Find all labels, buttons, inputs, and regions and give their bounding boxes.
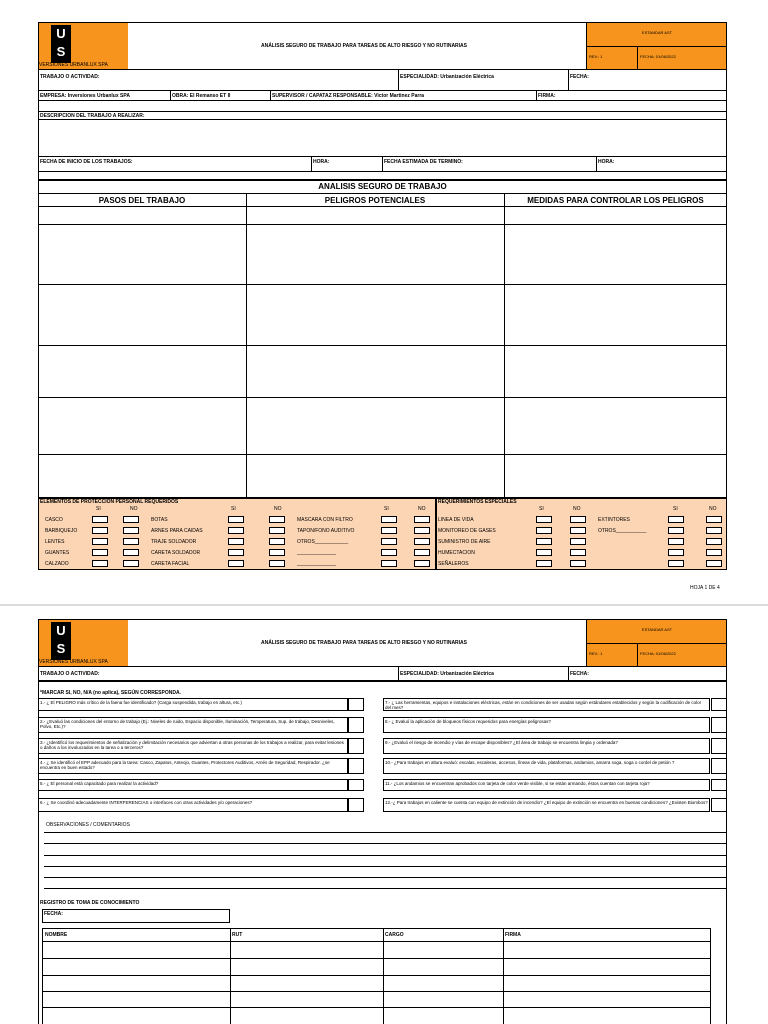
observation-line	[44, 855, 727, 856]
checkbox[interactable]	[381, 516, 397, 523]
field-empresa: EMPRESA: Inversiones Urbanlux SPA	[40, 93, 130, 99]
checkbox[interactable]	[668, 516, 684, 523]
right-question-6	[383, 798, 710, 812]
rev-label: REV.: 1	[589, 54, 603, 59]
field-fecha: FECHA:	[570, 74, 589, 80]
field-especialidad-2: ESPECIALIDAD: Urbanización Eléctrica	[400, 671, 494, 677]
standard-box	[586, 23, 726, 69]
checkbox[interactable]	[269, 527, 285, 534]
registro-col-line	[503, 928, 504, 1024]
checkbox[interactable]	[123, 538, 139, 545]
registro-row-line	[42, 1007, 711, 1008]
logo-mark-2: U S	[51, 622, 71, 660]
right-question-4	[383, 758, 710, 774]
company-name: VERSIONES URBANLUX SPA	[39, 62, 108, 68]
checkbox[interactable]	[536, 527, 552, 534]
checkbox[interactable]	[536, 549, 552, 556]
checkbox[interactable]	[381, 527, 397, 534]
epp-title: ELEMENTOS DE PROTECCION PERSONAL REQUERIDOS	[40, 499, 179, 505]
question-text: 1.- ¿ El PELIGRO más crítico de la faena fue identificado? (Carga suspendida, trabajo en altura, etc.)	[40, 700, 242, 705]
field-hora-2: HORA:	[598, 159, 615, 165]
doc-title: ANÁLISIS SEGURO DE TRABAJO PARA TAREAS DE ALTO RIESGO Y NO RUTINARIAS	[260, 43, 468, 49]
question-text: 5.- ¿ El personal está capacitado para realizar la actividad?	[40, 781, 159, 786]
checkbox[interactable]	[92, 560, 108, 567]
info-row-2	[38, 667, 727, 681]
epp-no-1: NO	[130, 506, 138, 512]
col-pasos: PASOS DEL TRABAJO	[98, 196, 186, 205]
epp-no-2: NO	[274, 506, 282, 512]
checkbox[interactable]	[92, 516, 108, 523]
checkbox[interactable]	[414, 516, 430, 523]
right-answer-box[interactable]	[711, 758, 727, 774]
req-si-2: SI	[673, 506, 678, 512]
checkbox[interactable]	[123, 560, 139, 567]
checkbox[interactable]	[228, 516, 244, 523]
right-answer-box[interactable]	[711, 779, 727, 791]
checkbox[interactable]	[381, 549, 397, 556]
question-text: 11.- ¿Los andamios se encuentran aprobados con tarjeta de color verde visible, si se están armando, éstos cuentan con tarjeta roja?	[385, 781, 650, 786]
checkbox[interactable]	[92, 538, 108, 545]
field-fecha-termino: FECHA ESTIMADA DE TERMINO:	[384, 159, 463, 165]
field-trabajo-2: TRABAJO O ACTIVIDAD:	[40, 671, 100, 677]
question-text: 10.- ¿Para trabajos en altura evaluó: escalas, escaleras, accesos, líneas de vida, plataformas, andamios, amarra soga, soga o cordel de petión ?	[385, 760, 675, 765]
col-nombre: NOMBRE	[45, 932, 68, 938]
question-text: 9.- ¿Evaluó el riesgo de incendio y vías de escape disponibles? ¿El área de trabajo se encuentra limpia y ordenada?	[385, 740, 618, 745]
field-trabajo: TRABAJO O ACTIVIDAD:	[40, 74, 100, 80]
epp-item: GUANTES	[45, 550, 70, 556]
right-question-5	[383, 779, 710, 791]
col-cargo: CARGO	[385, 932, 404, 938]
epp-si-3: SI	[384, 506, 389, 512]
left-answer-box[interactable]	[348, 779, 364, 791]
checkbox[interactable]	[228, 538, 244, 545]
header-date: FECHA: 01/06/2022	[640, 54, 676, 59]
left-question-2	[38, 717, 348, 733]
company-name-2: VERSIONES URBANLUX SPA	[39, 659, 108, 665]
req-no-2: NO	[709, 506, 717, 512]
epp-si-1: SI	[96, 506, 101, 512]
right-question-3	[383, 738, 710, 754]
right-answer-box[interactable]	[711, 798, 727, 812]
question-text: 4.- ¿ Se identificó el EPP adecuado para la tarea: Casco, Zapatos, Anteojo, Guantes, Protectores Auditivos, Arnés de Seguridad, Respirador. ¿se encuentra en buen estado?	[40, 760, 330, 770]
checkbox[interactable]	[269, 516, 285, 523]
epp-si-2: SI	[231, 506, 236, 512]
field-descripcion: DESCRIPCION DEL TRABAJO A REALIZAR:	[40, 113, 145, 119]
req-item: LINEA DE VIDA	[438, 517, 474, 523]
epp-item: ______________	[297, 561, 336, 567]
checkbox[interactable]	[269, 538, 285, 545]
question-text: 2.- ¿Evaluó las condiciones del entorno de trabajo (Ej.: Niveles de ruido, Espacio disponible, Iluminación, Temperatura, Sup. de trabajo, Desniveles, Polvo, Etc.)?	[40, 719, 335, 729]
checkbox[interactable]	[668, 527, 684, 534]
left-answer-box[interactable]	[348, 798, 364, 812]
checkbox[interactable]	[228, 549, 244, 556]
checkbox[interactable]	[414, 560, 430, 567]
epp-item: ARNES PARA CAIDAS	[151, 528, 203, 534]
req-item: SUMINISTRO DE AIRE	[438, 539, 491, 545]
req-si-1: SI	[539, 506, 544, 512]
epp-item: ______________	[297, 550, 336, 556]
checkbox[interactable]	[570, 538, 586, 545]
field-supervisor: SUPERVISOR / CAPATAZ RESPONSABLE: Victor Martinez Parra	[272, 93, 425, 99]
field-firma: FIRMA:	[538, 93, 556, 99]
rev-label-2: REV.: 1	[589, 651, 603, 656]
right-question-2	[383, 717, 710, 733]
checkbox[interactable]	[381, 560, 397, 567]
epp-item: BOTAS	[151, 517, 168, 523]
standard-label: ESTANDAR AST	[641, 30, 673, 35]
logo-block	[39, 23, 129, 69]
field-hora-1: HORA:	[313, 159, 330, 165]
req-no-1: NO	[573, 506, 581, 512]
checkbox[interactable]	[668, 560, 684, 567]
left-answer-box[interactable]	[348, 717, 364, 733]
epp-item: CALZADO	[45, 561, 69, 567]
checkbox[interactable]	[414, 527, 430, 534]
registro-row-line	[42, 975, 711, 976]
header-date-2: FECHA: 01/06/2022	[640, 651, 676, 656]
standard-label-2: ESTANDAR AST	[641, 627, 673, 632]
checkbox[interactable]	[536, 516, 552, 523]
right-answer-box[interactable]	[711, 698, 727, 711]
registro-fecha-box	[42, 909, 230, 923]
epp-item: BARBIQUEJO	[45, 528, 78, 534]
req-item: OTROS___________	[598, 528, 647, 534]
field-especialidad: ESPECIALIDAD: Urbanización Eléctrica	[400, 74, 494, 80]
doc-header-2	[38, 619, 727, 667]
col-medidas: MEDIDAS PARA CONTROLAR LOS PELIGROS	[527, 196, 704, 205]
checkbox[interactable]	[536, 560, 552, 567]
epp-item: TRAJE SOLDADOR	[151, 539, 197, 545]
observation-line	[44, 877, 727, 878]
left-question-4	[38, 758, 348, 774]
registro-title: REGISTRO DE TOMA DE CONOCIMIENTO	[40, 900, 140, 906]
observation-line	[44, 888, 727, 889]
registro-row-line	[42, 958, 711, 959]
observation-line	[44, 832, 727, 833]
question-text: 12.-¿ Para trabajos en caliente se cuenta con equipo de extinción de incendio? ¿El equipo de extinción se encuentra en buenas condiciones? ¿Existen Biombos?	[385, 800, 708, 805]
left-answer-box[interactable]	[348, 758, 364, 774]
checkbox[interactable]	[668, 549, 684, 556]
col-firma: FIRMA	[505, 932, 521, 938]
req-item: HUMECTACION	[438, 550, 475, 556]
checkbox[interactable]	[536, 538, 552, 545]
left-question-3	[38, 738, 348, 754]
epp-item: OTROS____________	[297, 539, 349, 545]
checkbox[interactable]	[570, 560, 586, 567]
registro-row-line	[42, 941, 711, 942]
page-number: HOJA 1 DE 4	[690, 585, 720, 591]
observaciones-label: OBSERVACIONES / COMENTARIOS	[46, 822, 130, 828]
req-item: EXTINTORES	[598, 517, 630, 523]
marcar-note: *MARCAR SI, NO, N/A (no aplica), SEGÚN CORRESPONDA.	[40, 690, 181, 696]
checkbox[interactable]	[228, 560, 244, 567]
left-question-5	[38, 779, 348, 791]
question-text: 6.- ¿ Se coordinó adecuadamente INTERFERENCIAS o interfaces con otras actividades y/o operaciones?	[40, 800, 253, 805]
field-obra: OBRA: El Remanso ET II	[172, 93, 231, 99]
checkbox[interactable]	[92, 527, 108, 534]
epp-item: MASCARA CON FILTRO	[297, 517, 353, 523]
checkbox[interactable]	[706, 560, 722, 567]
ast-table	[38, 180, 727, 498]
field-fecha-inicio: FECHA DE INICIO DE LOS TRABAJOS:	[40, 159, 133, 165]
checkbox[interactable]	[269, 549, 285, 556]
doc-header	[38, 22, 727, 70]
col-peligros: PELIGROS POTENCIALES	[324, 196, 426, 205]
registro-col-line	[383, 928, 384, 1024]
right-answer-box[interactable]	[711, 738, 727, 754]
req-title: REQUERIMIENTOS ESPECIALES	[438, 499, 517, 505]
logo-mark: U S	[51, 25, 71, 63]
left-answer-box[interactable]	[348, 738, 364, 754]
checkbox[interactable]	[269, 560, 285, 567]
checkbox[interactable]	[414, 538, 430, 545]
checkbox[interactable]	[92, 549, 108, 556]
checkbox[interactable]	[570, 527, 586, 534]
left-question-1	[38, 698, 348, 711]
standard-box-2	[586, 620, 726, 666]
field-fecha-2: FECHA:	[570, 671, 589, 677]
registro-row-line	[42, 991, 711, 992]
epp-item: TAPON/FONO AUDITIVO	[297, 528, 355, 534]
ast-title: ANALISIS SEGURO DE TRABAJO	[318, 182, 447, 191]
checkbox[interactable]	[123, 516, 139, 523]
checkbox[interactable]	[706, 527, 722, 534]
epp-item: CASCO	[45, 517, 63, 523]
epp-no-3: NO	[418, 506, 426, 512]
observation-line	[44, 866, 727, 867]
checkbox[interactable]	[570, 516, 586, 523]
epp-item: CARETA FACIAL	[151, 561, 190, 567]
left-answer-box[interactable]	[348, 698, 364, 711]
checkbox[interactable]	[123, 549, 139, 556]
col-rut: RUT	[232, 932, 243, 938]
observation-line	[44, 843, 727, 844]
question-text: 8.- ¿ Evaluó la aplicación de bloqueos físicos requeridos para energías peligrosas?	[385, 719, 551, 724]
checkbox[interactable]	[668, 538, 684, 545]
checkbox[interactable]	[381, 538, 397, 545]
checkbox[interactable]	[706, 549, 722, 556]
doc-title-2: ANÁLISIS SEGURO DE TRABAJO PARA TAREAS DE ALTO RIESGO Y NO RUTINARIAS	[260, 640, 468, 646]
left-question-6	[38, 798, 348, 812]
question-text: 7.- ¿ Las herramientas, equipos e instalaciones eléctricas, están en condiciones de ser usadas según estándares establecidos y según la codificación de color del mes?	[385, 700, 702, 710]
right-answer-box[interactable]	[711, 717, 727, 733]
epp-item: CARETA SOLDADOR	[151, 550, 201, 556]
right-question-1	[383, 698, 710, 711]
registro-col-line	[230, 928, 231, 1024]
checkbox[interactable]	[706, 538, 722, 545]
registro-table	[42, 928, 711, 1024]
checkbox[interactable]	[414, 549, 430, 556]
registro-fecha: FECHA:	[44, 911, 63, 917]
checkbox[interactable]	[228, 527, 244, 534]
req-item: SEÑALEROS	[438, 561, 469, 567]
epp-item: LENTES	[45, 539, 65, 545]
checkbox[interactable]	[570, 549, 586, 556]
checkbox[interactable]	[123, 527, 139, 534]
checkbox[interactable]	[706, 516, 722, 523]
req-item: MONITOREO DE GASES	[438, 528, 496, 534]
question-text: 3.- ¿Identificó los requerimientos de señalización y delimitación necesarios que adviertan a otras personas de los trabajos a realizar, para evitar lesiones o daños a los involucrados en la tarea o a terceros?	[40, 740, 344, 750]
